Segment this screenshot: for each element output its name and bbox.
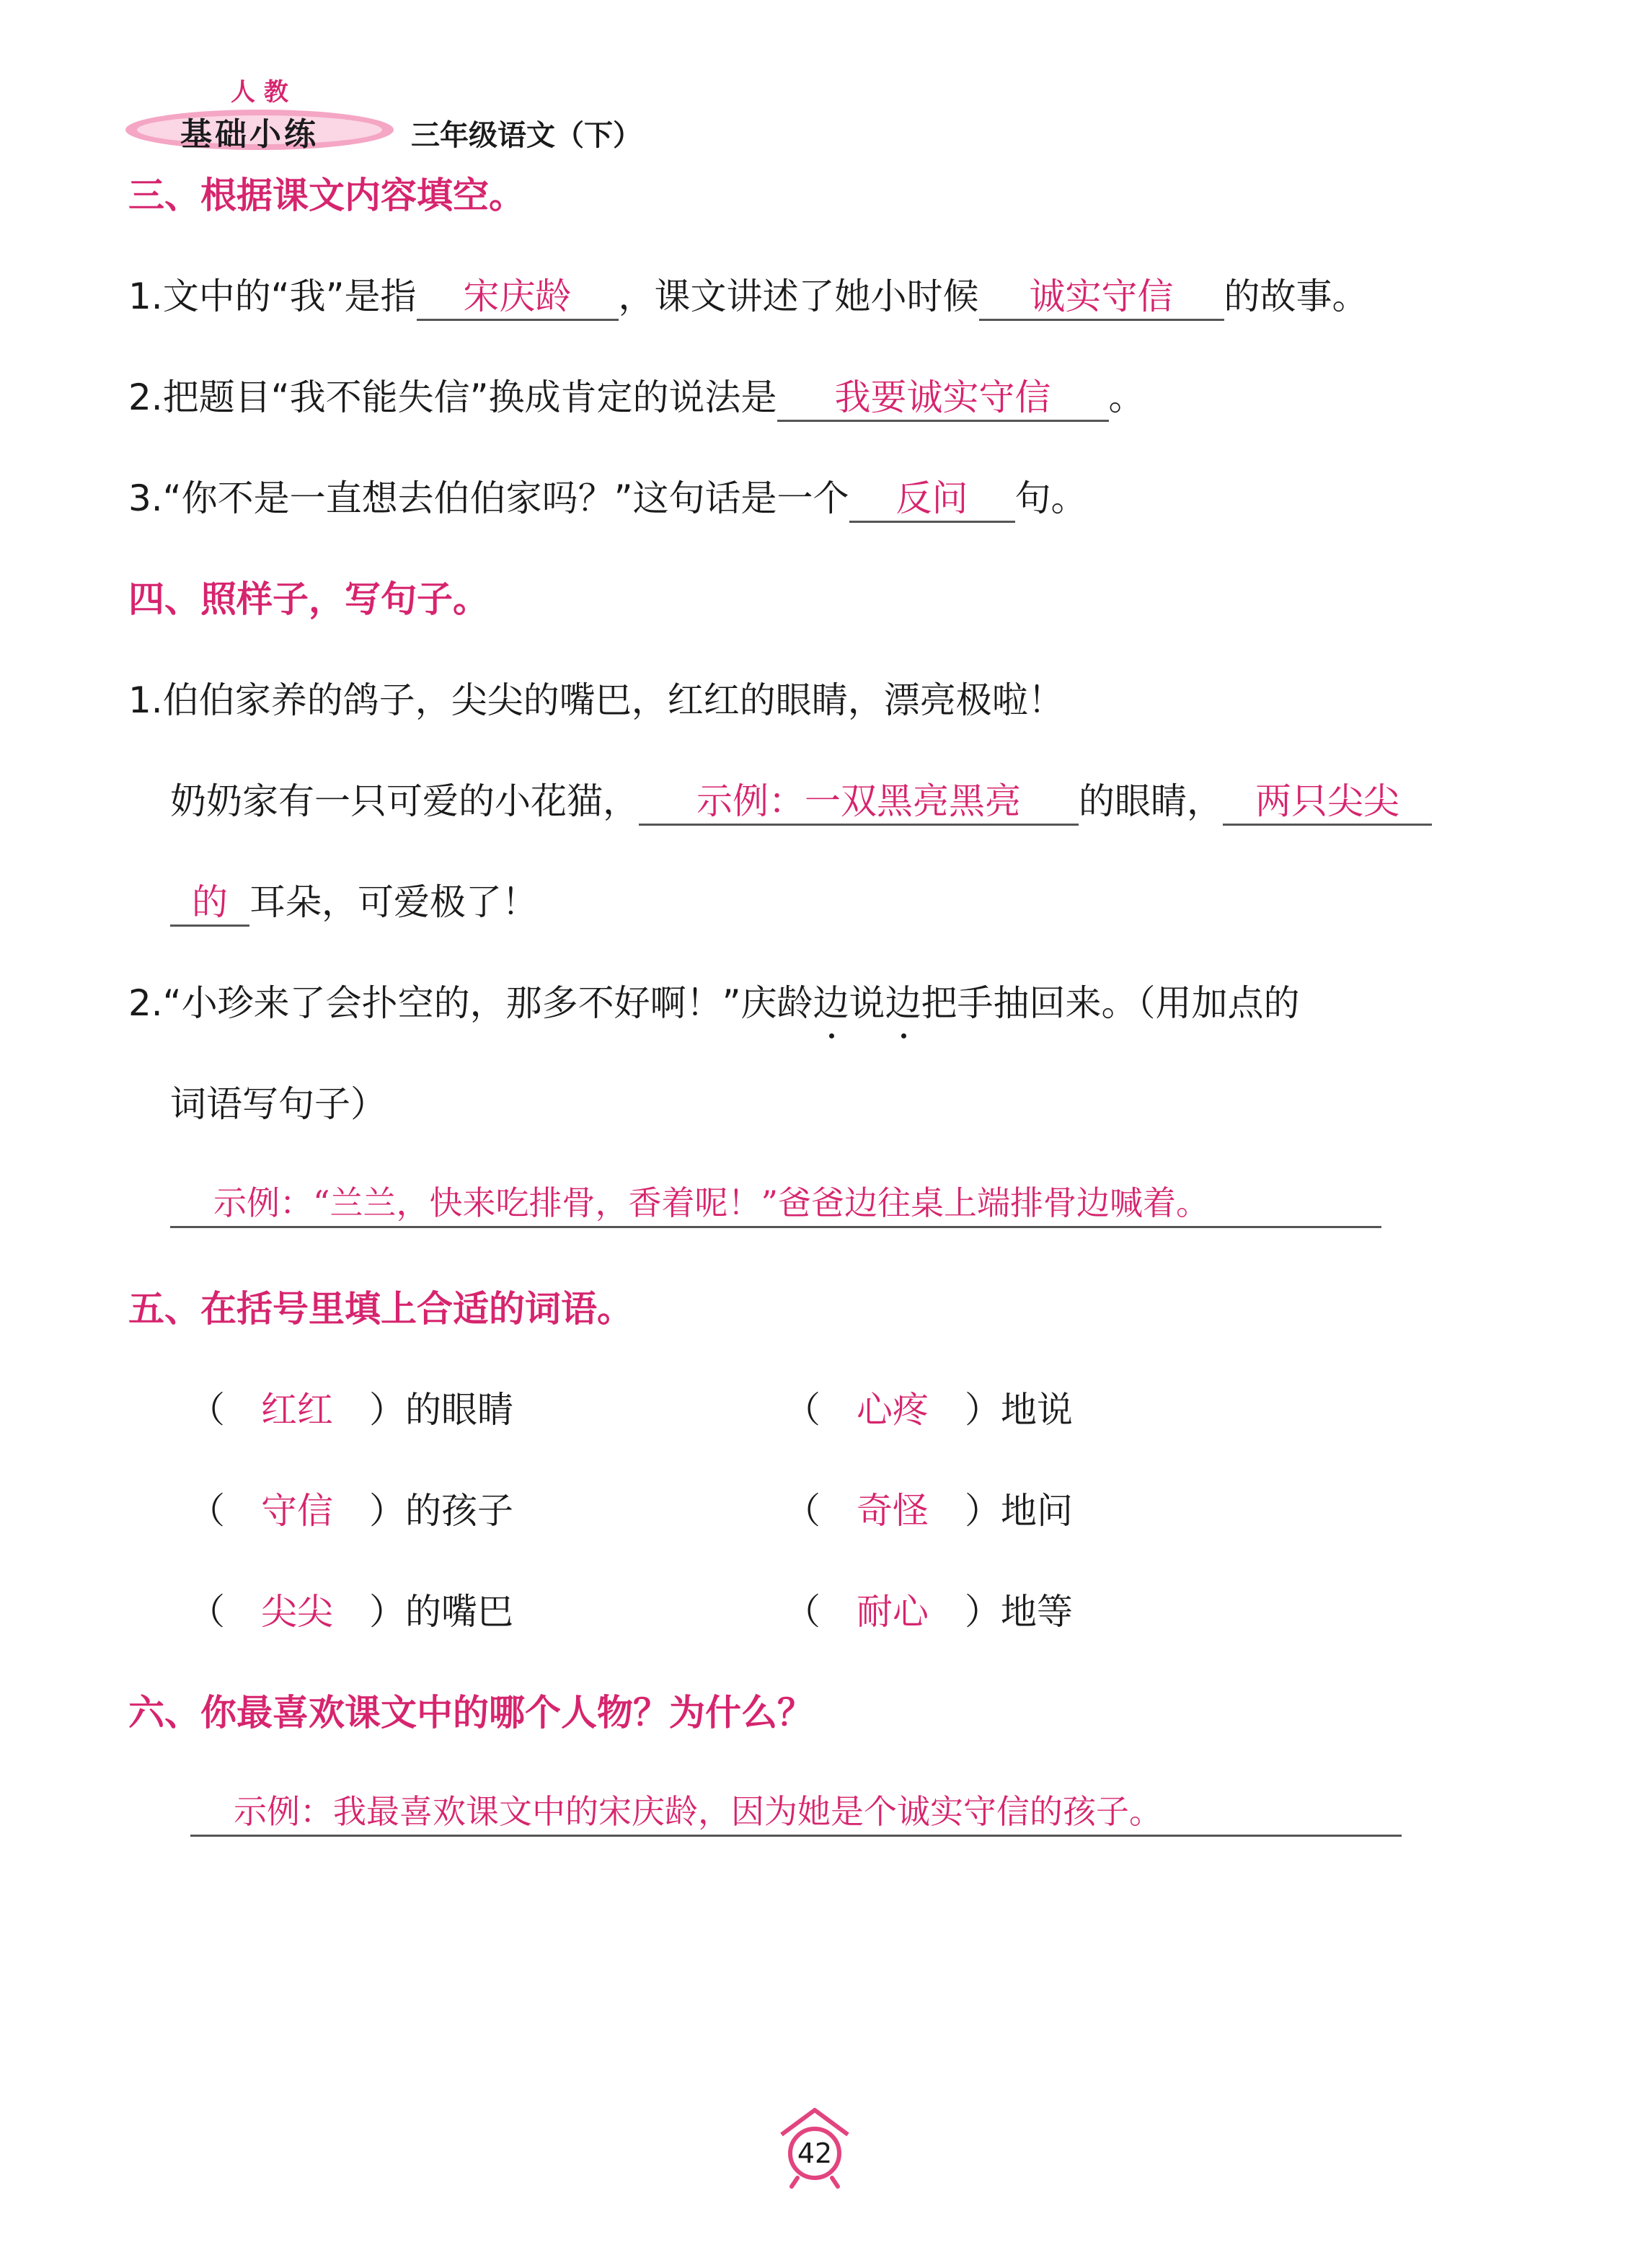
s4-q2-line2: 词语写句子） xyxy=(170,1083,386,1125)
answer-blank: 诚实守信 xyxy=(979,274,1224,321)
answer-blank: 两只尖尖 xyxy=(1223,779,1432,826)
s3-q3: 3.“你不是一直想去伯伯家吗？”这句话是一个 反问 句。 xyxy=(128,473,1087,524)
dotted-word: 边 xyxy=(813,978,849,1028)
answer-blank: 宋庆龄 xyxy=(417,274,619,321)
fill-item: （ 守信 ）的孩子 xyxy=(189,1490,513,1532)
s6-answer: 示例：我最喜欢课文中的宋庆龄，因为她是个诚实守信的孩子。 xyxy=(190,1788,1402,1837)
answer-blank: 反问 xyxy=(849,476,1015,523)
section-5-title: 五、在括号里填上合适的词语。 xyxy=(128,1288,633,1330)
fill-item: （ 耐心 ）地等 xyxy=(784,1591,1073,1633)
page-number: 42 xyxy=(797,2137,833,2169)
q-number: 2. xyxy=(128,982,163,1024)
page-number-badge xyxy=(771,2106,858,2192)
s4-q2: 2.“小珍来了会扑空的，那多不好啊！”庆龄边说边把手抽回来。（用加点的 xyxy=(128,978,1300,1028)
q-number: 1. xyxy=(128,679,163,721)
grade-label: 三年级语文（下） xyxy=(411,119,642,152)
q-number: 2. xyxy=(128,376,163,418)
q-number: 3. xyxy=(128,477,163,519)
section-3-title: 三、根据课文内容填空。 xyxy=(128,175,525,216)
dotted-word: 边 xyxy=(885,978,921,1028)
section-4-title: 四、照样子，写句子。 xyxy=(128,578,489,620)
s3-q1: 1.文中的“我”是指 宋庆龄 ，课文讲述了她小时候 诚实守信 的故事。 xyxy=(128,271,1368,322)
fill-item: （ 尖尖 ）的嘴巴 xyxy=(189,1591,513,1633)
series-title: 基础小练 xyxy=(180,116,319,153)
s4-q1-line: 奶奶家有一只可爱的小花猫， 示例：一双黑亮黑亮 的眼睛， 两只尖尖 xyxy=(170,776,1432,826)
fill-item: （ 奇怪 ）地问 xyxy=(784,1490,1073,1532)
header xyxy=(123,72,771,159)
q-number: 1. xyxy=(128,275,163,317)
answer-blank: 示例：一双黑亮黑亮 xyxy=(639,779,1079,826)
s4-q1-example: 1.伯伯家养的鸽子，尖尖的嘴巴，红红的眼睛，漂亮极啦！ xyxy=(128,679,1064,721)
answer-blank: 的 xyxy=(170,880,249,927)
publisher-label: 人 教 xyxy=(231,78,288,107)
fill-item: （ 心疼 ）地说 xyxy=(784,1389,1073,1431)
answer-blank: 我要诚实守信 xyxy=(777,375,1109,422)
s3-q2: 2.把题目“我不能失信”换成肯定的说法是 我要诚实守信 。 xyxy=(128,372,1145,423)
s4-q1-line2: 的 耳朵，可爱极了！ xyxy=(170,877,538,927)
fill-item: （ 红红 ）的眼睛 xyxy=(189,1389,513,1431)
s4-q2-answer: 示例：“兰兰，快来吃排骨，香着呢！”爸爸边往桌上端排骨边喊着。 xyxy=(170,1180,1381,1228)
section-6-title: 六、你最喜欢课文中的哪个人物？为什么？ xyxy=(128,1692,813,1734)
